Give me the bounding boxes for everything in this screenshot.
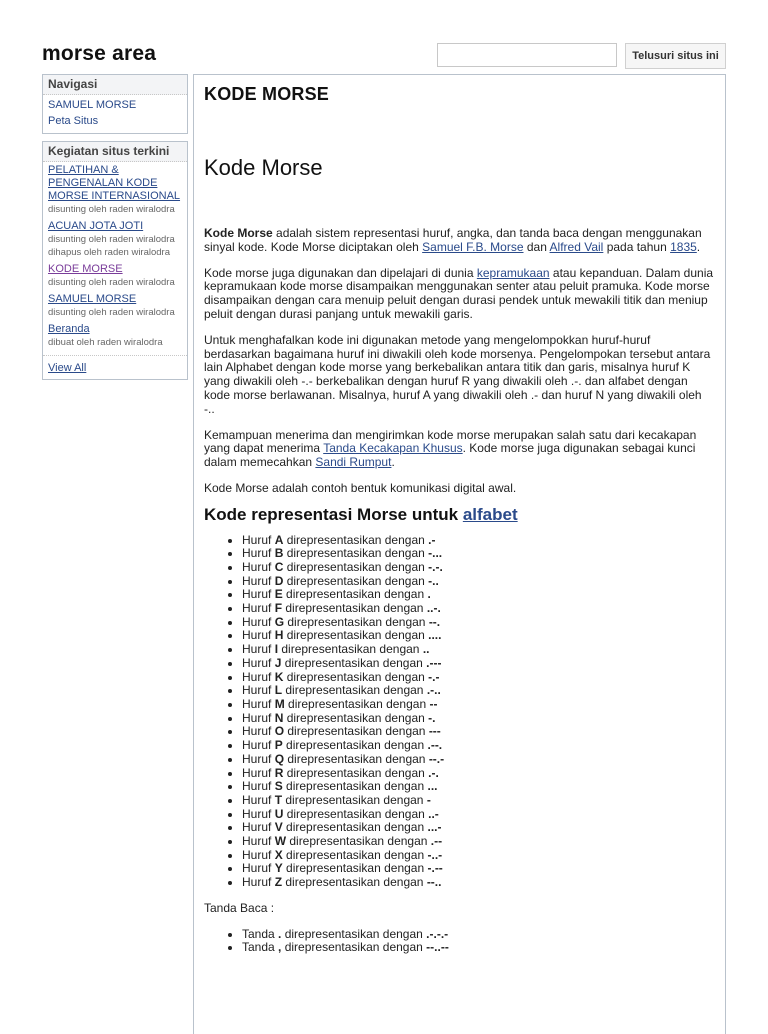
activity-item: [48, 293, 182, 319]
activity-meta: disunting oleh raden wiralodra: [48, 277, 175, 288]
code-text: direpresentasikan dengan: [286, 834, 431, 849]
activity-meta: dihapus oleh raden wiralodra: [48, 247, 170, 258]
code-text: direpresentasikan dengan: [281, 940, 427, 955]
activity-meta: disunting oleh raden wiralodra: [48, 234, 175, 245]
code-list-item: [242, 849, 715, 863]
code-symbol: I: [274, 642, 279, 657]
main-content: [193, 74, 726, 1034]
morse-code: -.: [428, 710, 436, 725]
link-alfabet[interactable]: alfabet: [462, 504, 518, 524]
code-text: direpresentasikan dengan: [282, 792, 427, 807]
link-tanda-kecakapan-khusus[interactable]: Tanda Kecakapan Khusus: [323, 441, 463, 456]
paragraph-komunikasi-digital: Kode Morse adalah contoh bentuk komunikasi digital awal.: [204, 480, 517, 495]
nav-item-samuel-morse[interactable]: SAMUEL MORSE: [48, 99, 137, 111]
code-text: direpresentasikan dengan: [282, 587, 428, 602]
intro-paragraph: [204, 227, 715, 255]
code-text: direpresentasikan dengan: [283, 546, 429, 561]
code-text: Huruf: [242, 614, 275, 629]
code-list-item: [242, 808, 715, 822]
code-text: Tanda: [242, 926, 279, 941]
site-title[interactable]: morse area: [42, 42, 157, 65]
recent-activity-box: [42, 141, 188, 380]
code-list-item: [242, 684, 715, 698]
code-symbol: B: [274, 546, 284, 561]
code-symbol: M: [274, 696, 285, 711]
alphabet-code-list: [204, 534, 715, 890]
morse-code: ..-: [428, 806, 439, 821]
code-text: direpresentasikan dengan: [284, 696, 430, 711]
morse-code: -...: [428, 546, 443, 561]
code-list-item: [242, 862, 715, 876]
navigation-box: [42, 74, 188, 134]
code-text: direpresentasikan dengan: [281, 655, 427, 670]
code-list-item: [242, 821, 715, 835]
code-list-item: [242, 602, 715, 616]
code-text: direpresentasikan dengan: [283, 806, 429, 821]
code-text: direpresentasikan dengan: [284, 724, 429, 739]
code-text: Huruf: [242, 738, 275, 753]
code-list-item: [242, 835, 715, 849]
nav-item-sitemap[interactable]: Peta Situs: [48, 115, 99, 127]
code-text: direpresentasikan dengan: [283, 710, 429, 725]
paragraph-text: . Kode morse juga digunakan sebagai kunci dalam memecahkan: [204, 441, 696, 470]
recent-activity-list: [43, 162, 187, 355]
code-text: direpresentasikan dengan: [284, 614, 429, 629]
intro-text: .: [696, 239, 701, 254]
sidebar: [42, 74, 188, 387]
code-list-item: [242, 561, 715, 575]
punctuation-label: Tanda Baca :: [204, 900, 275, 915]
code-list-item: [242, 794, 715, 808]
morse-code: .-.: [428, 765, 439, 780]
code-list-item: [242, 712, 715, 726]
code-list-item: [242, 629, 715, 643]
code-symbol: E: [274, 587, 283, 602]
activity-item: [48, 323, 182, 349]
morse-code: -..-: [427, 847, 443, 862]
code-symbol: J: [274, 655, 282, 670]
view-all-row: [43, 355, 187, 379]
morse-code: -.--: [427, 861, 443, 876]
code-symbol: T: [274, 792, 283, 807]
code-list-item: [242, 534, 715, 548]
code-symbol: F: [274, 601, 283, 616]
code-text: direpresentasikan dengan: [283, 532, 429, 547]
activity-link-samuel-morse[interactable]: SAMUEL MORSE: [48, 293, 137, 305]
morse-code: ....: [428, 628, 442, 643]
intro-text: pada tahun: [603, 239, 671, 254]
code-text: Huruf: [242, 710, 275, 725]
search-input[interactable]: [437, 43, 617, 67]
code-text: Huruf: [242, 861, 275, 876]
code-text: Huruf: [242, 834, 275, 849]
paragraph-kemampuan: [204, 429, 715, 470]
morse-code: ...: [427, 779, 438, 794]
code-text: Huruf: [242, 765, 275, 780]
morse-code: --.: [428, 614, 441, 629]
morse-code: .---: [426, 655, 442, 670]
code-text: Huruf: [242, 696, 275, 711]
link-alfred-vail[interactable]: Alfred Vail: [549, 239, 604, 254]
code-text: direpresentasikan dengan: [283, 628, 429, 643]
code-symbol: W: [274, 834, 287, 849]
morse-code: -.-.: [428, 559, 443, 574]
morse-code: ..-.: [426, 601, 441, 616]
code-text: Huruf: [242, 642, 275, 657]
code-text: direpresentasikan dengan: [284, 751, 429, 766]
paragraph-kepramukaan: [204, 267, 715, 322]
morse-code: .--: [430, 834, 443, 849]
code-symbol: Z: [274, 875, 283, 890]
code-text: Huruf: [242, 724, 275, 739]
paragraph-text: .: [391, 455, 395, 470]
paragraph-text: atau kepanduan. Dalam dunia kepramukaan kode morse disampaikan menggunakan senter atau peluit pramuka. Kode morse disampaikan dengan cara menuip peluit dengan durasi pendek untuk mewakili titik dan meniup peluit dengan durasi panjang untuk mewakili garis.: [204, 265, 714, 321]
code-text: direpresentasikan dengan: [282, 847, 428, 862]
code-text: direpresentasikan dengan: [282, 779, 428, 794]
code-text: Huruf: [242, 559, 275, 574]
activity-item: [48, 220, 182, 259]
recent-activity-title: Kegiatan situs terkini: [43, 142, 187, 162]
morse-code: .-: [428, 532, 436, 547]
morse-code: ..: [422, 642, 430, 657]
code-text: direpresentasikan dengan: [283, 573, 429, 588]
activity-link-beranda[interactable]: Beranda: [48, 323, 90, 335]
code-list-item: [242, 780, 715, 794]
activity-item: [48, 164, 182, 216]
code-list-item: [242, 876, 715, 890]
morse-code: ...-: [427, 820, 442, 835]
page-title: KODE MORSE: [204, 84, 330, 104]
code-text: Huruf: [242, 669, 275, 684]
paragraph-text: Kemampuan menerima dan mengirimkan kode morse merupakan salah satu dari kecakapan yang dapat menerima: [204, 427, 697, 456]
activity-meta: disunting oleh raden wiralodra: [48, 307, 175, 318]
code-text: Huruf: [242, 628, 275, 643]
code-list-item: [242, 588, 715, 602]
activity-link-kode-morse[interactable]: KODE MORSE: [48, 263, 123, 275]
code-text: direpresentasikan dengan: [282, 861, 428, 876]
code-symbol: P: [274, 738, 283, 753]
code-text: Huruf: [242, 806, 275, 821]
code-list-item: [242, 941, 715, 955]
link-sandi-rumput[interactable]: Sandi Rumput: [315, 455, 392, 470]
code-symbol: A: [274, 532, 284, 547]
paragraph-text: Kode morse juga digunakan dan dipelajari di dunia: [204, 265, 477, 280]
code-list-item: [242, 739, 715, 753]
code-text: Huruf: [242, 847, 275, 862]
code-symbol: X: [274, 847, 283, 862]
activity-item: [48, 263, 182, 289]
code-list-item: [242, 725, 715, 739]
code-symbol: O: [274, 724, 285, 739]
morse-code: --..--: [426, 940, 449, 955]
punctuation-code-list: [204, 928, 715, 955]
code-text: direpresentasikan dengan: [278, 642, 423, 657]
activity-link-pelatihan[interactable]: PELATIHAN & PENGENALAN KODE MORSE INTERNASIONAL: [48, 164, 181, 202]
code-list-item: [242, 643, 715, 657]
code-text: Huruf: [242, 532, 275, 547]
morse-code: -.-: [428, 669, 440, 684]
code-list-item: [242, 616, 715, 630]
paragraph-menghafalkan: Untuk menghafalkan kode ini digunakan metode yang mengelompokkan huruf-huruf berdasarkan bagaimana huruf ini diwakili oleh kode morsenya. Pengelompokan tersebut antara lain Alphabet dengan kode morse yang berkebalikan antara titik dan garis, misalnya huruf K yang diwakili oleh -.- berkebalikan dengan huruf R yang diwakili oleh .-. dan alfabet dengan kode morse berlawanan. Misalnya, huruf A yang diwakili oleh .- dan huruf N yang diwakili oleh -..: [204, 332, 711, 416]
morse-code: .-.-.-: [426, 926, 449, 941]
code-text: direpresentasikan dengan: [282, 601, 427, 616]
code-text: direpresentasikan dengan: [283, 765, 429, 780]
code-text: direpresentasikan dengan: [283, 669, 429, 684]
code-symbol: Q: [274, 751, 285, 766]
activity-meta: disunting oleh raden wiralodra: [48, 204, 175, 215]
code-list-item: [242, 767, 715, 781]
view-all-link[interactable]: View All: [48, 362, 87, 374]
code-symbol: L: [274, 683, 283, 698]
code-list-item: [242, 753, 715, 767]
code-symbol: G: [274, 614, 285, 629]
link-1835[interactable]: 1835: [670, 239, 697, 254]
code-list-item: [242, 698, 715, 712]
article-body: [204, 227, 715, 955]
code-symbol: Y: [274, 861, 283, 876]
code-symbol: K: [274, 669, 284, 684]
code-symbol: ,: [278, 940, 282, 955]
morse-code: --: [429, 696, 438, 711]
code-text: direpresentasikan dengan: [283, 559, 429, 574]
code-symbol: V: [274, 820, 283, 835]
code-text: Huruf: [242, 573, 275, 588]
code-symbol: S: [274, 779, 283, 794]
morse-code: .: [427, 587, 431, 602]
code-list-item: [242, 575, 715, 589]
link-samuel-morse[interactable]: Samuel F.B. Morse: [422, 239, 524, 254]
code-list-item: [242, 657, 715, 671]
code-text: Huruf: [242, 875, 275, 890]
morse-code: --..: [426, 875, 442, 890]
code-symbol: R: [274, 765, 284, 780]
code-text: Huruf: [242, 601, 275, 616]
code-text: Tanda: [242, 940, 279, 955]
code-list-item: [242, 547, 715, 561]
code-symbol: H: [274, 628, 284, 643]
intro-text: adalah sistem representasi huruf, angka, dan tanda baca dengan menggunakan sinyal kode. Kode Morse diciptakan oleh: [204, 226, 702, 254]
morse-code: ---: [428, 724, 441, 739]
navigation-list: [43, 95, 187, 133]
code-text: Huruf: [242, 792, 275, 807]
code-symbol: .: [278, 926, 282, 941]
section-heading-text: Kode representasi Morse untuk: [204, 504, 463, 524]
code-list-item: [242, 671, 715, 685]
morse-code: -..: [428, 573, 439, 588]
code-text: Huruf: [242, 779, 275, 794]
article-heading: Kode Morse: [204, 155, 323, 180]
code-symbol: D: [274, 573, 284, 588]
code-text: direpresentasikan dengan: [282, 875, 427, 890]
morse-code: -: [426, 792, 431, 807]
code-text: Huruf: [242, 655, 275, 670]
code-text: Huruf: [242, 683, 275, 698]
code-text: direpresentasikan dengan: [282, 683, 427, 698]
morse-code: --.-: [428, 751, 445, 766]
navigation-title: Navigasi: [43, 75, 187, 95]
search-button[interactable]: Telusuri situs ini: [625, 43, 726, 69]
code-symbol: N: [274, 710, 284, 725]
code-text: Huruf: [242, 546, 275, 561]
link-kepramukaan[interactable]: kepramukaan: [476, 265, 550, 280]
code-symbol: U: [274, 806, 284, 821]
code-list-item: [242, 928, 715, 942]
intro-bold-term: Kode Morse: [204, 226, 273, 240]
intro-text: dan: [523, 239, 550, 254]
morse-code: .--.: [427, 738, 443, 753]
code-text: direpresentasikan dengan: [282, 820, 428, 835]
code-text: Huruf: [242, 587, 275, 602]
code-text: Huruf: [242, 751, 275, 766]
section-heading-alfabet: [204, 504, 715, 524]
activity-meta: dibuat oleh raden wiralodra: [48, 337, 163, 348]
code-text: direpresentasikan dengan: [282, 738, 428, 753]
code-text: Huruf: [242, 820, 275, 835]
activity-link-acuan-jota-joti[interactable]: ACUAN JOTA JOTI: [48, 220, 144, 232]
morse-code: .-..: [426, 683, 441, 698]
code-text: direpresentasikan dengan: [281, 926, 427, 941]
code-symbol: C: [274, 559, 284, 574]
